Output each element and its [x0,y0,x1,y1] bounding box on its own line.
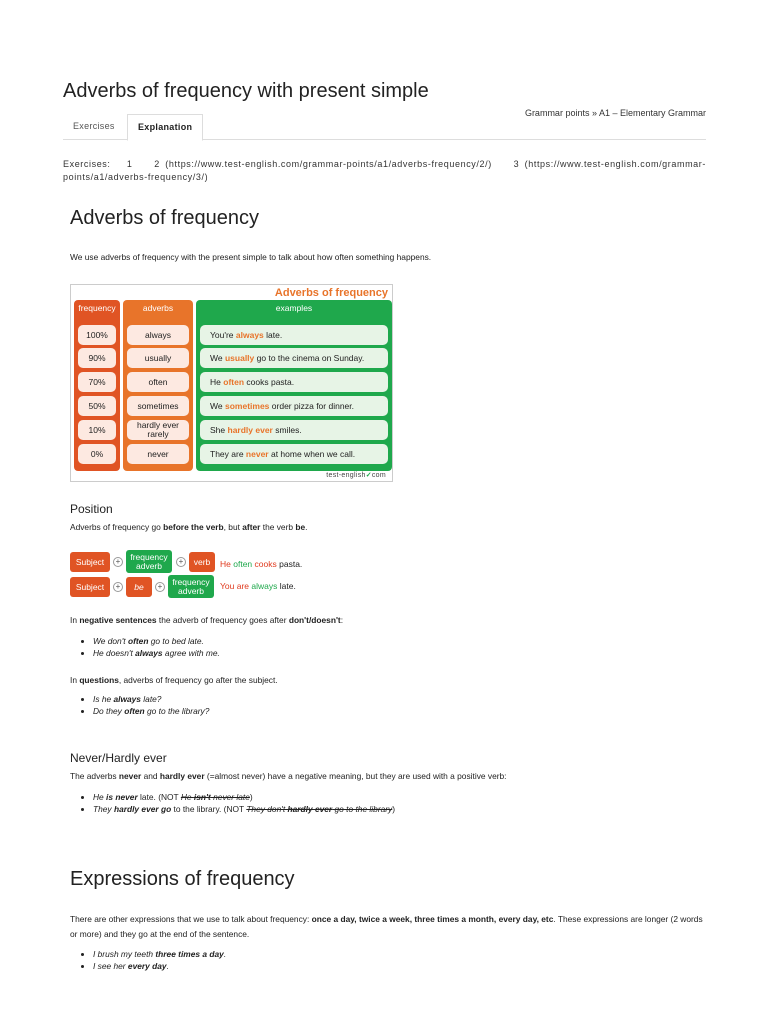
list-item [93,960,226,972]
question-examples [93,693,209,717]
example-text: You're [210,329,234,340]
word: He [220,559,231,569]
word: You [220,581,235,591]
example-adverb: often [223,376,245,387]
section-title-expressions: Expressions of frequency [70,868,295,890]
bold-text: once a day, twice a week, three times a month, every day, etc [311,914,554,924]
list-item [93,693,209,705]
bold-text: be [295,522,306,532]
text: the adverb of frequency goes after [156,615,289,625]
negative-examples [93,635,220,659]
table-title: Adverbs of frequency [274,287,388,299]
text: Adverbs of frequency go [70,522,164,532]
example-text: He [210,376,221,387]
bold-text: often [127,636,149,646]
text: go to bed late. [148,636,204,646]
tab-bar [63,114,706,140]
bold-text: hardly ever go [113,804,172,814]
word: always [251,581,278,591]
example-text: smiles. [275,424,302,435]
example-adverb: hardly ever [227,424,273,435]
bold-text: is never [106,792,138,802]
bold-text: every day [127,961,167,971]
exercise-links [63,158,706,184]
check-icon: ✓ [365,472,372,479]
text: He doesn't [93,648,136,658]
text: : [340,615,344,625]
example-adverb: usually [224,352,255,363]
bold-text: always [135,648,163,658]
list-item [93,948,226,960]
bold-text: hardly ever [159,771,205,781]
watermark-text: test-english [326,472,366,479]
wrong-text: never late [210,792,250,802]
list-item [93,803,395,815]
plus-icon: + [113,557,123,567]
never-examples [93,791,395,815]
word: cooks [254,559,277,569]
text: They [93,804,114,814]
example-cell [200,396,388,416]
example-text: at home when we call. [270,448,356,459]
text: , but [223,522,243,532]
example-text: We [210,400,223,411]
breadcrumb[interactable]: Grammar points » A1 – Elementary Grammar [524,108,706,118]
text: late. (NOT [137,792,181,802]
text: . [305,522,308,532]
wrong-text: He [180,792,194,802]
example-cell [200,444,388,464]
bold-text: often [124,706,145,716]
text: In [70,675,80,685]
list-item [93,635,220,647]
diagram-sentence [220,581,296,591]
bold-text: negative sentences [79,615,157,625]
text: to the library. (NOT [171,804,247,814]
example-text: She [210,424,226,435]
bold-text: after [242,522,261,532]
list-item [93,791,395,803]
freq-cell: 90% [78,348,116,368]
example-text: late. [266,329,283,340]
bold-text: three times a day [155,949,224,959]
freq-cell: 100% [78,325,116,345]
subtitle-position: Position [70,502,113,516]
text: . [166,961,169,971]
text: , adverbs of frequency go after the subject. [118,675,278,685]
example-cell [200,325,388,345]
freq-cell: 0% [78,444,116,464]
example-adverb: never [245,448,269,459]
adverb-cell: hardly ever rarely [127,420,189,440]
expression-examples [93,948,226,972]
watermark-suffix: com [371,472,386,479]
list-item [93,647,220,659]
text: go to the library? [144,706,210,716]
bold-text: always [113,694,141,704]
exercises-label: Exercises: [63,159,111,169]
exercise-link-1[interactable]: 1 [126,159,133,169]
example-text: cooks pasta. [246,376,295,387]
wrong-text: isn't [193,792,211,802]
text: the verb [260,522,296,532]
subtitle-never: Never/Hardly ever [70,751,167,765]
plus-icon: + [113,582,123,592]
adverb-cell: sometimes [127,396,189,416]
text: The adverbs [70,771,119,781]
section-intro: We use adverbs of frequency with the present simple to talk about how often something happens. [70,252,432,262]
text: . [223,949,227,959]
adverb-cell: never [127,444,189,464]
position-diagram [70,550,370,600]
tab-exercises[interactable]: Exercises [73,121,115,131]
bold-text: questions [79,675,119,685]
wrong-text: hardly ever [287,804,333,814]
example-cell [200,372,388,392]
word: are [236,581,250,591]
examples-column [196,300,392,471]
example-adverb: always [235,329,264,340]
word: pasta. [279,559,303,569]
word: often [233,559,253,569]
bold-text: before the verb [163,522,224,532]
text: agree with me. [162,648,220,658]
frequency-adverb-block: frequency adverb [126,550,172,573]
position-text [70,520,710,535]
bold-text: never [118,771,142,781]
subject-block: Subject [70,552,110,572]
adverbs-header: adverbs [142,303,174,313]
expressions-text [70,912,710,942]
frequency-column [74,300,120,471]
questions-text [70,673,710,688]
adverbs-column [123,300,193,471]
example-text: order pizza for dinner. [271,400,354,411]
freq-cell: 70% [78,372,116,392]
example-cell [200,420,388,440]
text: ) [249,792,253,802]
text: late? [140,694,162,704]
text: He [93,792,107,802]
freq-cell: 50% [78,396,116,416]
text: In [70,615,80,625]
be-block: be [126,577,152,597]
example-cell [200,348,388,368]
example-adverb: sometimes [224,400,270,411]
section-title-adverbs: Adverbs of frequency [70,207,259,229]
diagram-sentence [220,559,302,569]
table-watermark [326,471,386,479]
examples-header: examples [275,303,313,313]
subject-block: Subject [70,577,110,597]
text: There are other expressions that we use to talk about frequency: [70,914,312,924]
adverb-cell: often [127,372,189,392]
adverb-cell: usually [127,348,189,368]
example-text: go to the cinema on Sunday. [256,352,365,363]
word: late. [279,581,296,591]
example-text: They are [210,448,244,459]
verb-block: verb [189,552,215,572]
list-item [93,705,209,717]
frequency-table-image [70,284,393,482]
freq-cell: 10% [78,420,116,440]
adverb-cell: always [127,325,189,345]
exercise-link-3[interactable]: 3 (https://www.test-english.com/grammar-points/a1/adverbs-frequency/3/) [63,159,706,182]
plus-icon: + [176,557,186,567]
text: ) [392,804,396,814]
example-text: We [210,352,223,363]
text: I brush my teeth [93,949,156,959]
negative-text [70,613,710,628]
tab-explanation[interactable]: Explanation [127,114,203,141]
text: (=almost never) have a negative meaning, but they are used with a positive verb: [204,771,507,781]
bold-text: don't/doesn't [288,615,341,625]
text: We don't [93,636,128,646]
text: . These expressions are longer (2 words or more) and they go at the end of the sentence. [70,914,703,939]
exercise-link-2[interactable]: 2 (https://www.test-english.com/grammar-points/a1/adverbs-frequency/2/) [154,159,492,169]
page-title: Adverbs of frequency with present simple [63,80,429,102]
frequency-header: frequency [78,303,116,313]
plus-icon: + [155,582,165,592]
text: I see her [93,961,128,971]
wrong-text: They don't [246,804,288,814]
wrong-text: go to the library [332,804,393,814]
text: Is he [93,694,114,704]
frequency-adverb-block: frequency adverb [168,575,214,598]
text: and [141,771,160,781]
text: Do they [93,706,125,716]
never-text [70,769,710,784]
